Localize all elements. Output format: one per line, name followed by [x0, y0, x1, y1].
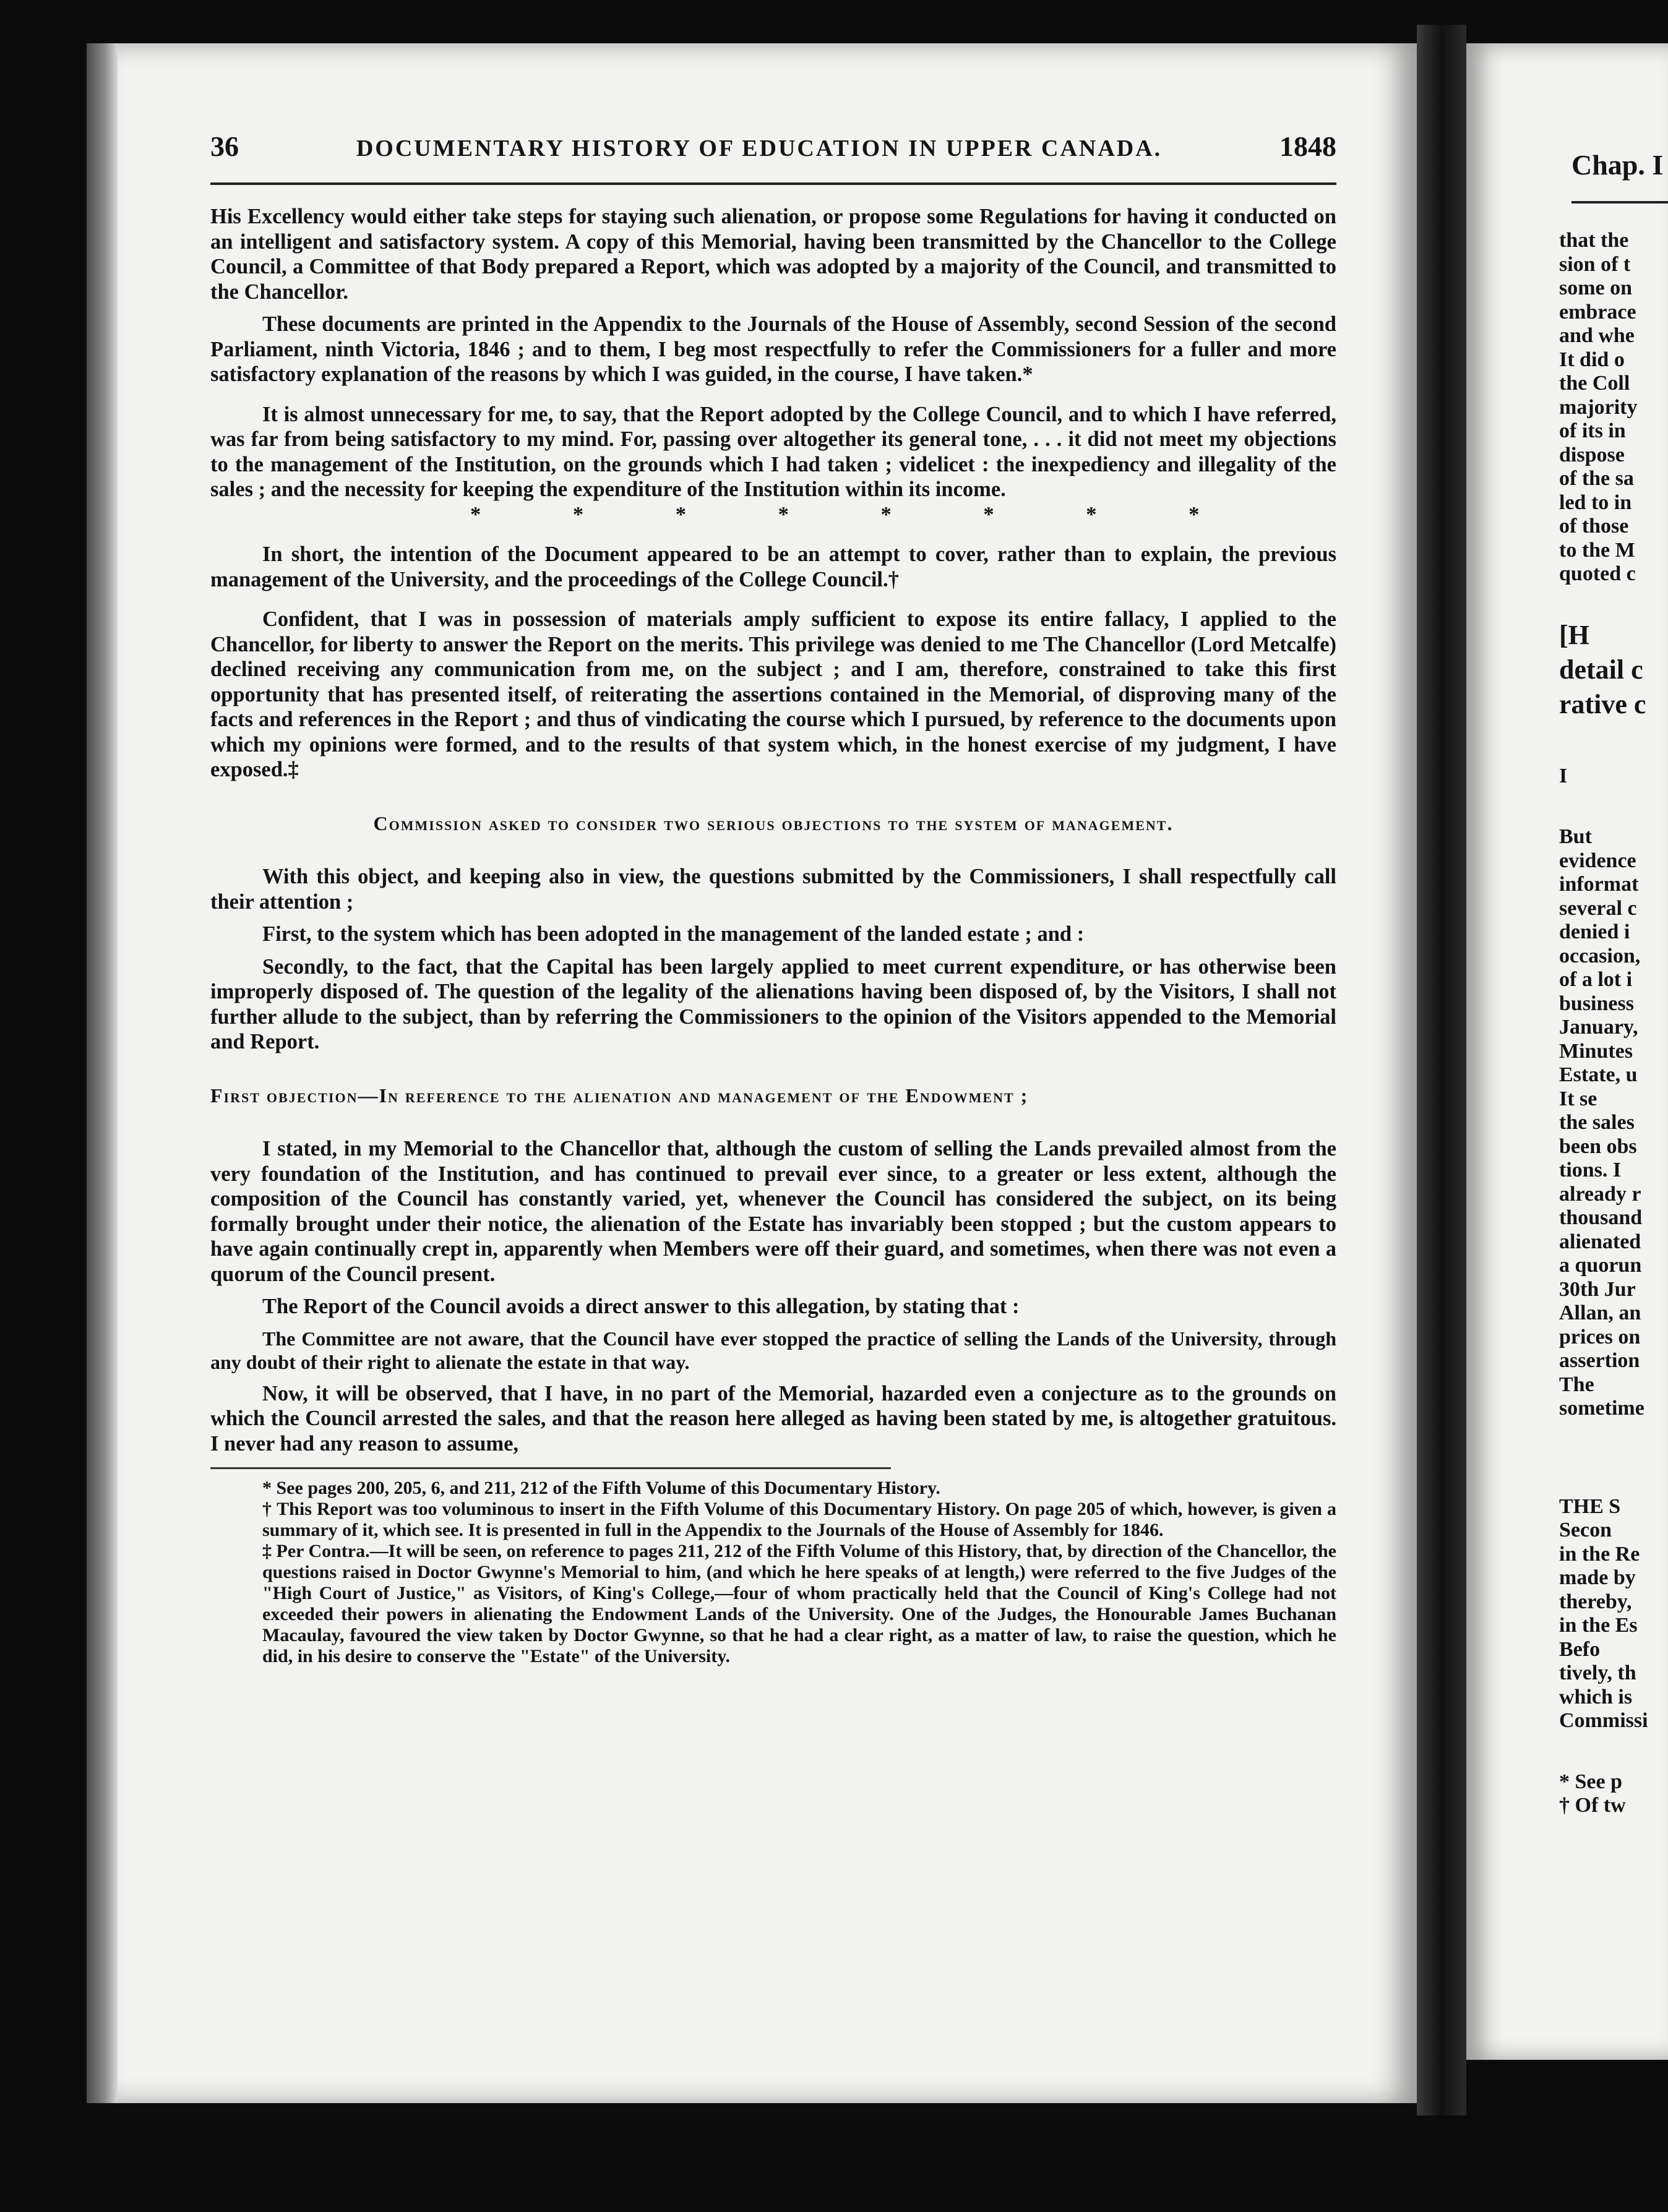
right-page-line: Secon	[1559, 1519, 1612, 1541]
right-page-line: sometime	[1559, 1397, 1644, 1420]
right-page-line	[1559, 788, 1668, 825]
right-page-line: of the sa	[1559, 467, 1634, 490]
right-page-line: embrace	[1559, 300, 1636, 324]
right-page-line	[1559, 1421, 1668, 1458]
right-page-line: alienated	[1559, 1230, 1641, 1253]
right-page-line: led to in	[1559, 491, 1632, 514]
right-page-line: the Coll	[1559, 372, 1630, 395]
right-page-line: occasion,	[1559, 944, 1641, 967]
right-page-line: that the	[1559, 229, 1629, 252]
right-page-line: of those	[1559, 515, 1629, 538]
right-page-line	[1559, 1458, 1668, 1495]
right-page-line: January,	[1559, 1016, 1638, 1039]
right-page-line: tions. I	[1559, 1159, 1622, 1181]
section-heading: First objection—In reference to the alienation and management of the Endowment ;	[210, 1084, 1029, 1107]
body-text	[210, 204, 1336, 1667]
right-page-line: tively, th	[1559, 1661, 1636, 1684]
right-page-line: It se	[1559, 1087, 1597, 1110]
right-page-line: THE S	[1559, 1494, 1621, 1518]
right-page-line: denied i	[1559, 920, 1630, 943]
right-page-line: made by	[1559, 1566, 1636, 1589]
running-head-year: 1848	[1279, 131, 1336, 162]
paragraph: Secondly, to the fact, that the Capital has been largely applied to meet current expenditure, or has otherwise been improperly disposed of. The question of the legality of the alienations having been disposed of, by the Visitors, I shall not further allude to the subject, than by referring the Commissioners to the opinion of the Visitors appended to the Memorial and Report.	[210, 954, 1336, 1053]
footnotes	[210, 1478, 1336, 1667]
footnote-rule	[210, 1467, 891, 1469]
page-number: 36	[210, 131, 239, 162]
paragraph: These documents are printed in the Appendix to the Journals of the House of Assembly, second Session of the second Parliament, ninth Victoria, 1846 ; and to them, I beg most respectfully to refer the Commissioners for a fuller and more satisfactory explanation of the reasons by which I was guided, in the course, I have taken.*	[210, 312, 1336, 386]
paragraph: His Excellency would either take steps for staying such alienation, or propose some Regulations for having it conducted on an intelligent and satisfactory system. A copy of this Memorial, having been transmitted by the Chancellor to the College Council, a Committee of that Body prepared a Report, which was adopted by a majority of the Council, and transmitted to the Chancellor.	[210, 205, 1336, 304]
right-page-line: in the Re	[1559, 1542, 1640, 1566]
left-page-gutter-shadow	[87, 43, 118, 2103]
right-page-line	[1559, 586, 1668, 624]
right-page-line: dispose	[1559, 443, 1625, 466]
running-head	[210, 130, 1336, 163]
right-page-line: Minutes	[1559, 1039, 1633, 1063]
right-header-rule	[1571, 201, 1668, 204]
right-page-line: detail c	[1559, 654, 1643, 685]
paragraph: Confident, that I was in possession of materials amply sufficient to expose its entire fallacy, I applied to the Chancellor, for liberty to answer the Report on the merits. This privilege was denied to me The Chancellor (Lord Metcalfe) declined receiving any communication from me, on the subject ; and I am, therefore, constrained to take this first opportunity that has presented itself, of reiterating the assertions contained in the Memorial, of disproving many of the facts and references in the Report ; and thus of vindicating the course which I pursued, by reference to the documents upon which my opinions were formed, and to the results of that system which, in the honest exercise of my judgment, I have exposed.‡	[210, 607, 1336, 781]
right-page-lines	[1559, 229, 1668, 1818]
right-page-line: Befo	[1559, 1637, 1601, 1661]
right-page-line: rative c	[1559, 688, 1646, 719]
right-page-line: [H	[1559, 619, 1589, 650]
right-page-line: which is	[1559, 1685, 1633, 1708]
right-page-line: sion of t	[1559, 252, 1631, 276]
paragraph: The Report of the Council avoids a direct answer to this allegation, by stating that :	[262, 1295, 1020, 1318]
right-running-head: Chap. I	[1571, 149, 1664, 181]
right-page-line: business	[1559, 992, 1634, 1015]
block-quote: The Committee are not aware, that the Council have ever stopped the practice of selling the Lands of the University, through any doubt of their right to alienate the estate in that way.	[210, 1327, 1336, 1373]
right-page-line: thereby,	[1559, 1590, 1632, 1613]
paragraph: First, to the system which has been adopted in the management of the landed estate ; and :	[262, 922, 1085, 946]
right-page-line: majority	[1559, 395, 1638, 419]
footnote: * See pages 200, 205, 6, and 211, 212 of the Fifth Volume of this Documentary History.	[262, 1478, 940, 1498]
right-page-line	[1559, 727, 1668, 765]
right-page-line: evidence	[1559, 849, 1636, 872]
paragraph: It is almost unnecessary for me, to say, that the Report adopted by the College Council, and to which I have referred, was far from being satisfactory to my mind. For, passing over altogether its general tone, . . . it did not meet my objections to the management of the Institution, on the grounds which I had taken ; videlicet : the inexpediency and illegality of the sales ; and the necessity for keeping the expenditure of the Institution within its income.	[210, 402, 1336, 501]
section-heading: Commission asked to consider two serious objections to the system of management.	[373, 812, 1174, 834]
right-page-line: * See p	[1559, 1770, 1622, 1793]
right-page-line: But	[1559, 825, 1592, 848]
right-page-line: † Of tw	[1559, 1794, 1626, 1817]
right-page-line: It did o	[1559, 348, 1625, 371]
right-page-line: Allan, an	[1559, 1301, 1641, 1324]
right-page-line: The	[1559, 1373, 1594, 1396]
running-head-title: DOCUMENTARY HISTORY OF EDUCATION IN UPPER CANADA.	[356, 135, 1163, 161]
right-page-line: thousand	[1559, 1206, 1643, 1229]
footnote: † This Report was too voluminous to insert in the Fifth Volume of this Documentary History. On page 205 of which, however, is given a summary of it, which see. It is presented in full in the Appendix to the Journals of the House of Assembly for 1846.	[262, 1499, 1336, 1540]
right-page-line: of a lot i	[1559, 968, 1633, 991]
header-rule	[210, 182, 1336, 185]
right-page-line: and whe	[1559, 324, 1635, 347]
right-page-line: assertion	[1559, 1349, 1640, 1372]
right-page-line: to the M	[1559, 538, 1635, 562]
right-page-fragment	[1466, 43, 1668, 2060]
right-page-line: several c	[1559, 896, 1637, 920]
right-page-line: already r	[1559, 1182, 1641, 1206]
right-page-line: prices on	[1559, 1325, 1641, 1348]
right-page-line: Commissi	[1559, 1709, 1648, 1732]
asterisk-break: * * * * * * * *	[470, 502, 1200, 526]
right-page-line: been obs	[1559, 1134, 1637, 1158]
right-page-line: of its in	[1559, 419, 1626, 442]
right-page-line	[1559, 1733, 1668, 1770]
right-page-line: in the Es	[1559, 1614, 1638, 1637]
right-page-line: a quorun	[1559, 1254, 1642, 1277]
paragraph: I stated, in my Memorial to the Chancellor that, although the custom of selling the Lands prevailed almost from the very foundation of the Institution, and has continued to prevail ever since, to a greater or less extent, although the composition of the Council has constantly varied, yet, whenever the Council has considered the subject, on its being formally brought under their notice, the alienation of the Estate has invariably been stopped ; but the custom appears to have again continually crept in, apparently when Members were off their guard, and sometimes, when there was not even a quorum of the Council present.	[210, 1137, 1336, 1286]
right-page-line: 30th Jur	[1559, 1277, 1636, 1301]
right-page-line: quoted c	[1559, 562, 1636, 585]
right-page-line: some on	[1559, 276, 1633, 299]
book-spine	[1417, 25, 1466, 2116]
paragraph: With this object, and keeping also in view, the questions submitted by the Commissioners, I shall respectfully call their attention ;	[210, 865, 1336, 914]
footnote: ‡ Per Contra.—It will be seen, on reference to pages 211, 212 of the Fifth Volume of this History, that, by direction of the Chancellor, the questions raised in Doctor Gwynne's Memorial to him, (and which he here speaks of at length,) were referred to the five Judges of the "High Court of Justice," as Visitors, of King's College,—four of whom practically held that the Council of King's College had not exceeded their powers in alienating the Endowment Lands of the University. One of the Judges, the Honourable James Buchanan Macaulay, favoured the view taken by Doctor Gwynne, so that he had a clear right, as a matter of law, to raise the question, which he did, in his desire to conserve the "Estate" of the University.	[262, 1541, 1336, 1666]
right-page-line: the sales	[1559, 1111, 1635, 1134]
left-page	[118, 43, 1417, 2103]
right-page-line: I	[1559, 764, 1568, 787]
right-page-line: informat	[1559, 873, 1639, 896]
paragraph: In short, the intention of the Document appeared to be an attempt to cover, rather than to explain, the previous management of the University, and the proceedings of the College Council.†	[210, 542, 1336, 591]
paragraph: Now, it will be observed, that I have, in no part of the Memorial, hazarded even a conjecture as to the grounds on which the Council arrested the sales, and that the reason here alleged as having been stated by me, is altogether gratuitous. I never had any reason to assume,	[210, 1381, 1336, 1455]
right-page-line: Estate, u	[1559, 1063, 1638, 1086]
